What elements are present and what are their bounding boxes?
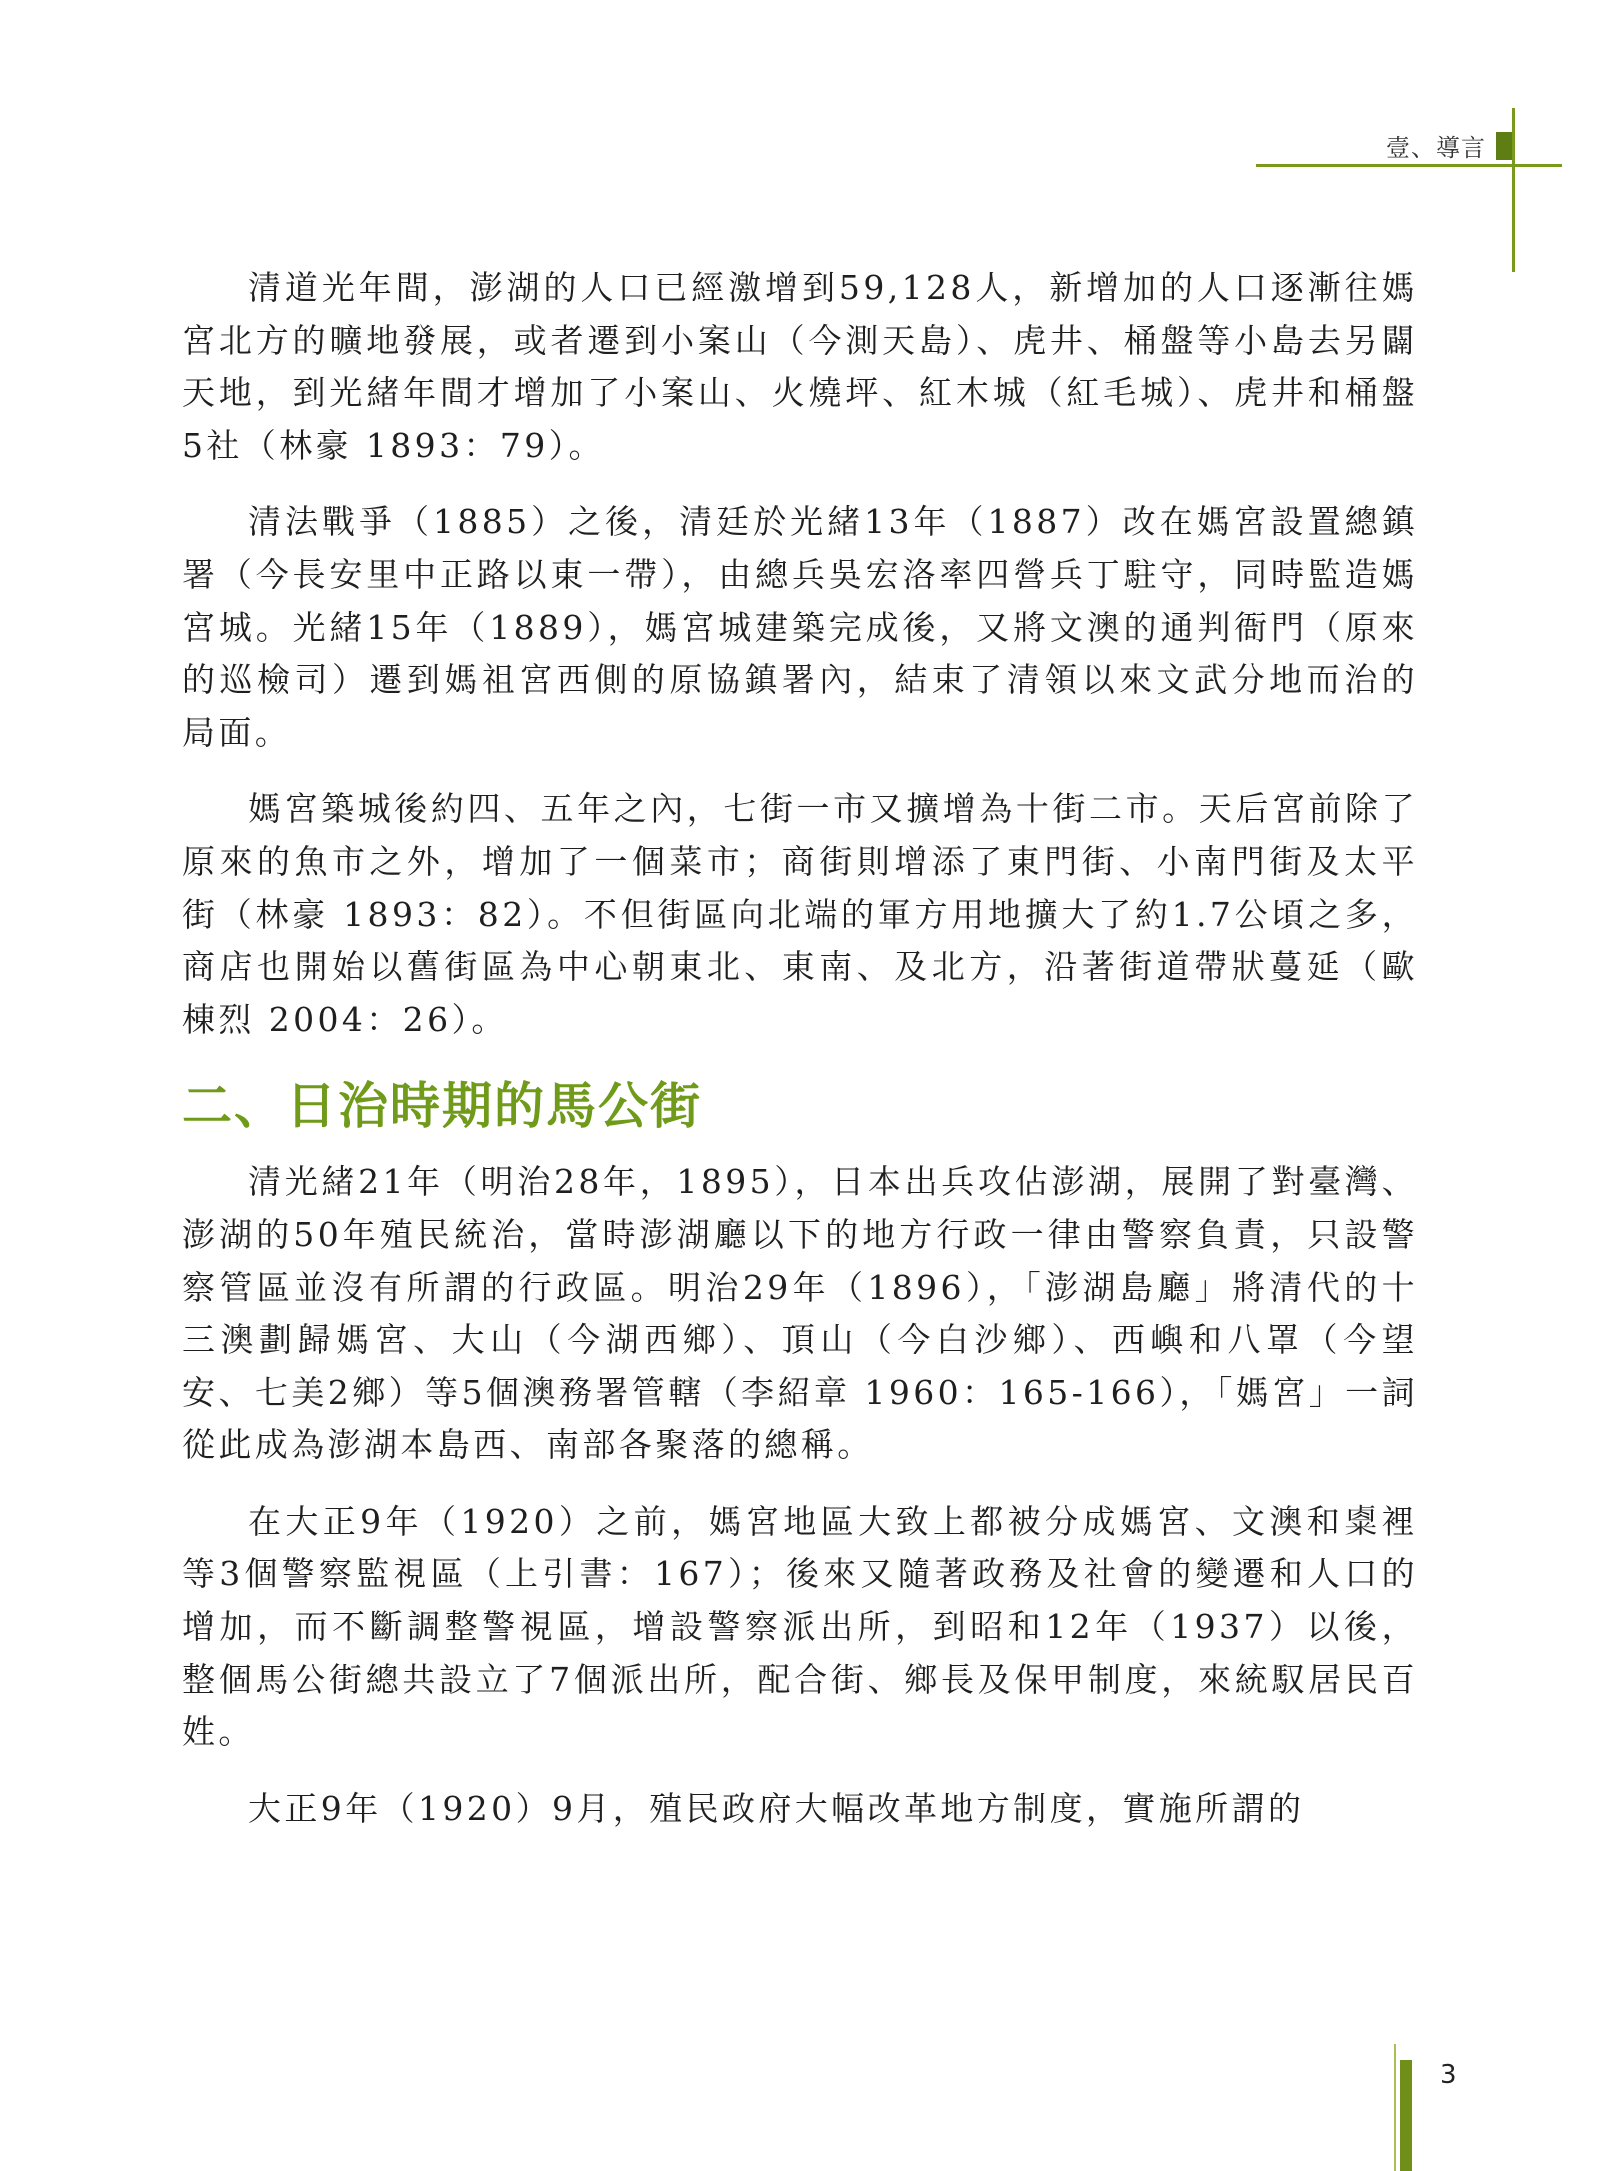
section-heading: 二、日治時期的馬公街 (182, 1077, 702, 1136)
page-number: 3 (1440, 2060, 1457, 2090)
paragraph: 大正9年（1920）9月，殖民政府大幅改革地方制度，實施所謂的 (248, 1788, 1305, 1828)
paragraph: 在大正9年（1920）之前，媽宮地區大致上都被分成媽宮、文澳和𥻆裡等3個警察監視區（上引書：167）；後來又隨著政務及社會的變遷和人口的增加，而不斷調整警視區，增設警察派出所，到昭和12年（1937）以後，整個馬公街總共設立了7個派出所，配合街、鄉長及保甲制度，來統馭居民百姓。 (182, 1501, 1418, 1752)
header-vertical-rule (1512, 108, 1515, 272)
running-header: 壹、導言 (1386, 134, 1486, 162)
footer-bar (1400, 2060, 1412, 2171)
paragraph: 清法戰爭（1885）之後，清廷於光緒13年（1887）改在媽宮設置總鎮署（今長安里中正路以東一帶），由總兵吳宏洛率四營兵丁駐守，同時監造媽宮城。光緒15年（1889），媽宮城建築完成後，又將文澳的通判衙門（原來的巡檢司）遷到媽祖宮西側的原協鎮署內，結束了清領以來文武分地而治的局面。 (182, 502, 1418, 752)
page-body (182, 262, 1418, 1859)
header-marker (1496, 132, 1512, 160)
paragraph: 清光緒21年（明治28年，1895），日本出兵攻佔澎湖，展開了對臺灣、澎湖的50年殖民統治，當時澎湖廳以下的地方行政一律由警察負責，只設警察管區並沒有所謂的行政區。明治29年（1896），「澎湖島廳」將清代的十三澳劃歸媽宮、大山（今湖西鄉）、頂山（今白沙鄉）、西嶼和八罩（今望安、七美2鄉）等5個澳務署管轄（李紹章 1960：165-166），「媽宮」一詞從此成為澎湖本島西、南部各聚落的總稱。 (182, 1162, 1418, 1465)
footer-thin-rule (1394, 2044, 1396, 2171)
header-horizontal-rule (1256, 164, 1562, 167)
paragraph: 媽宮築城後約四、五年之內，七街一市又擴增為十街二市。天后宮前除了原來的魚市之外，增加了一個菜市；商街則增添了東門街、小南門街及太平街（林豪 1893：82）。不但街區向北端的軍方用地擴大了約1.7公頃之多，商店也開始以舊街區為中心朝東北、東南、及北方，沿著街道帶狀蔓延（歐棟烈 2004：26）。 (182, 789, 1418, 1039)
paragraph: 清道光年間，澎湖的人口已經激增到59,128人，新增加的人口逐漸往媽宮北方的曠地發展，或者遷到小案山（今測天島）、虎井、桶盤等小島去另闢天地，到光緒年間才增加了小案山、火燒坪、紅木城（紅毛城）、虎井和桶盤5社（林豪 1893：79）。 (182, 268, 1418, 465)
